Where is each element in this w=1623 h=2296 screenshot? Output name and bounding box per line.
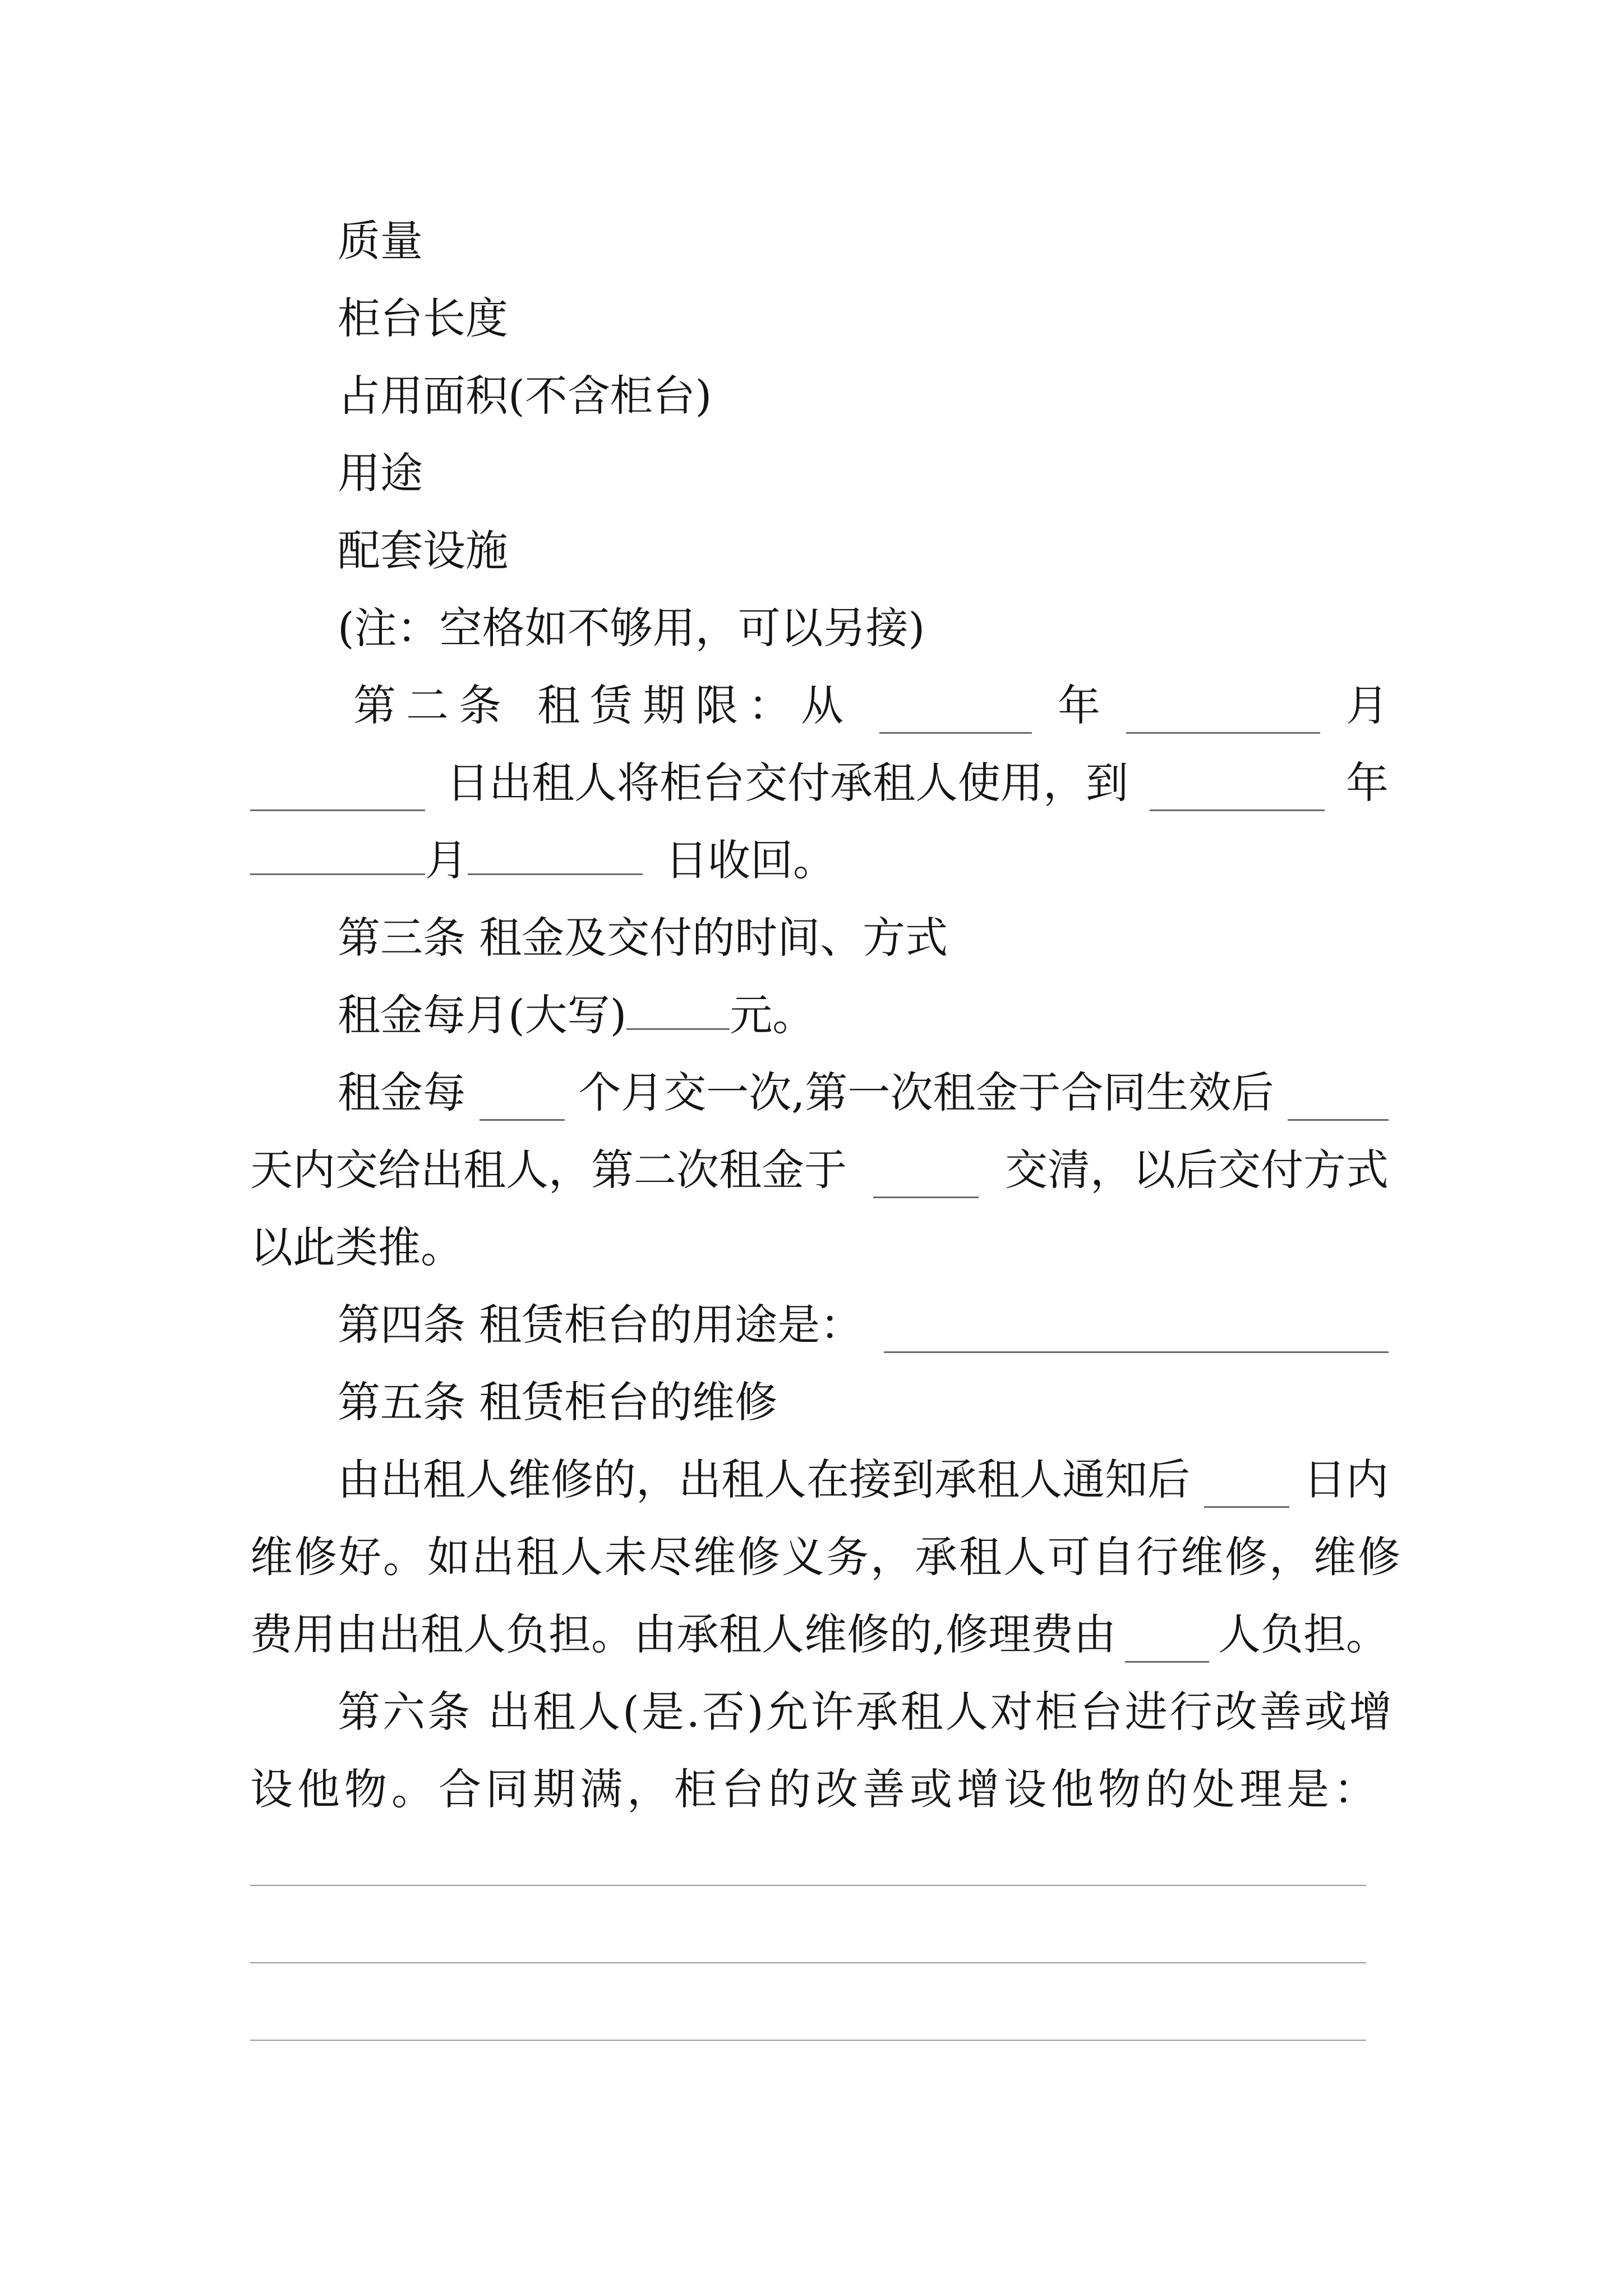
article2-handover: 日出租人将柜台交付承租人使用，到 [446,758,1128,808]
article2-title: 租赁期限：从 [537,680,854,730]
article3-pay-line1 [338,1065,1389,1121]
blank-pay-days[interactable] [1288,1080,1389,1121]
article2-year2: 年 [1346,758,1389,808]
article2-return: 日收回。 [665,835,836,885]
article5-line1 [338,1452,1389,1508]
note: (注：空格如不够用，可以另接) [338,603,925,653]
blank-usage[interactable] [884,1312,1389,1353]
blank-repair-days[interactable] [1204,1467,1289,1508]
article4-line [338,1297,1389,1353]
blank-second-pay[interactable] [873,1157,979,1198]
article2-line3 [250,832,836,889]
article5-line3 [250,1607,1389,1663]
article6-line1: 第六条 出租人(是.否)允许承租人对柜台进行改善或增 [338,1687,1394,1737]
rent-prefix: 租金每月(大写) [338,990,627,1040]
blank-pay-months[interactable] [479,1080,565,1121]
item-usage: 用途 [338,448,423,498]
pay-c: 天内交给出租人，第二次租金于 [250,1145,847,1195]
blank-handling-line-1[interactable] [250,1885,1366,1886]
article2-month: 月 [1346,680,1389,730]
article3-heading: 第三条 租金及交付的时间、方式 [338,913,948,963]
blank-end-month[interactable] [250,834,425,875]
article2-label: 第二条 [353,680,511,730]
item-area: 占用面积(不含柜台) [338,371,712,421]
item-counter-length: 柜台长度 [338,293,508,343]
article4-text: 第四条 租赁柜台的用途是： [338,1300,863,1350]
item-quality: 质量 [338,216,423,266]
article2-year: 年 [1058,680,1100,730]
article3-pay-line2 [250,1142,1389,1198]
article3-pay-line3: 以此类推。 [250,1222,463,1272]
article2-line1 [353,678,1389,734]
repair-b: 日内 [1303,1455,1389,1504]
item-facilities: 配套设施 [338,526,508,576]
article3-rent-line [338,987,815,1043]
blank-start-year[interactable] [879,693,1032,734]
pay-b: 个月交一次,第一次租金于合同生效后 [578,1068,1274,1117]
blank-handling-line-3[interactable] [250,2040,1366,2041]
article5-heading: 第五条 租赁柜台的维修 [338,1377,778,1427]
blank-rent-amount[interactable] [626,989,730,1030]
article5-line2: 维修好。如出租人未尽维修义务，承租人可自行维修，维修 [250,1532,1402,1582]
blank-handling-line-2[interactable] [250,1962,1366,1963]
article2-line2 [250,755,1389,811]
repair-a: 由出租人维修的，出租人在接到承租人通知后 [338,1455,1190,1504]
rent-suffix: 元。 [730,990,815,1040]
blank-repair-party[interactable] [1125,1622,1209,1663]
blank-start-month[interactable] [1126,693,1320,734]
repair-d: 人负担。 [1218,1609,1389,1659]
blank-start-day[interactable] [250,770,425,811]
blank-end-day[interactable] [468,834,643,875]
pay-a: 租金每 [338,1068,465,1117]
repair-c: 费用由出租人负担。由承租人维修的,修理费由 [250,1609,1117,1659]
article6-line2: 设他物。合同期满，柜台的改善或增设他物的处理是： [250,1764,1381,1814]
article2-month2: 月 [425,835,468,885]
blank-end-year[interactable] [1150,770,1325,811]
pay-d: 交清，以后交付方式 [1005,1145,1389,1195]
